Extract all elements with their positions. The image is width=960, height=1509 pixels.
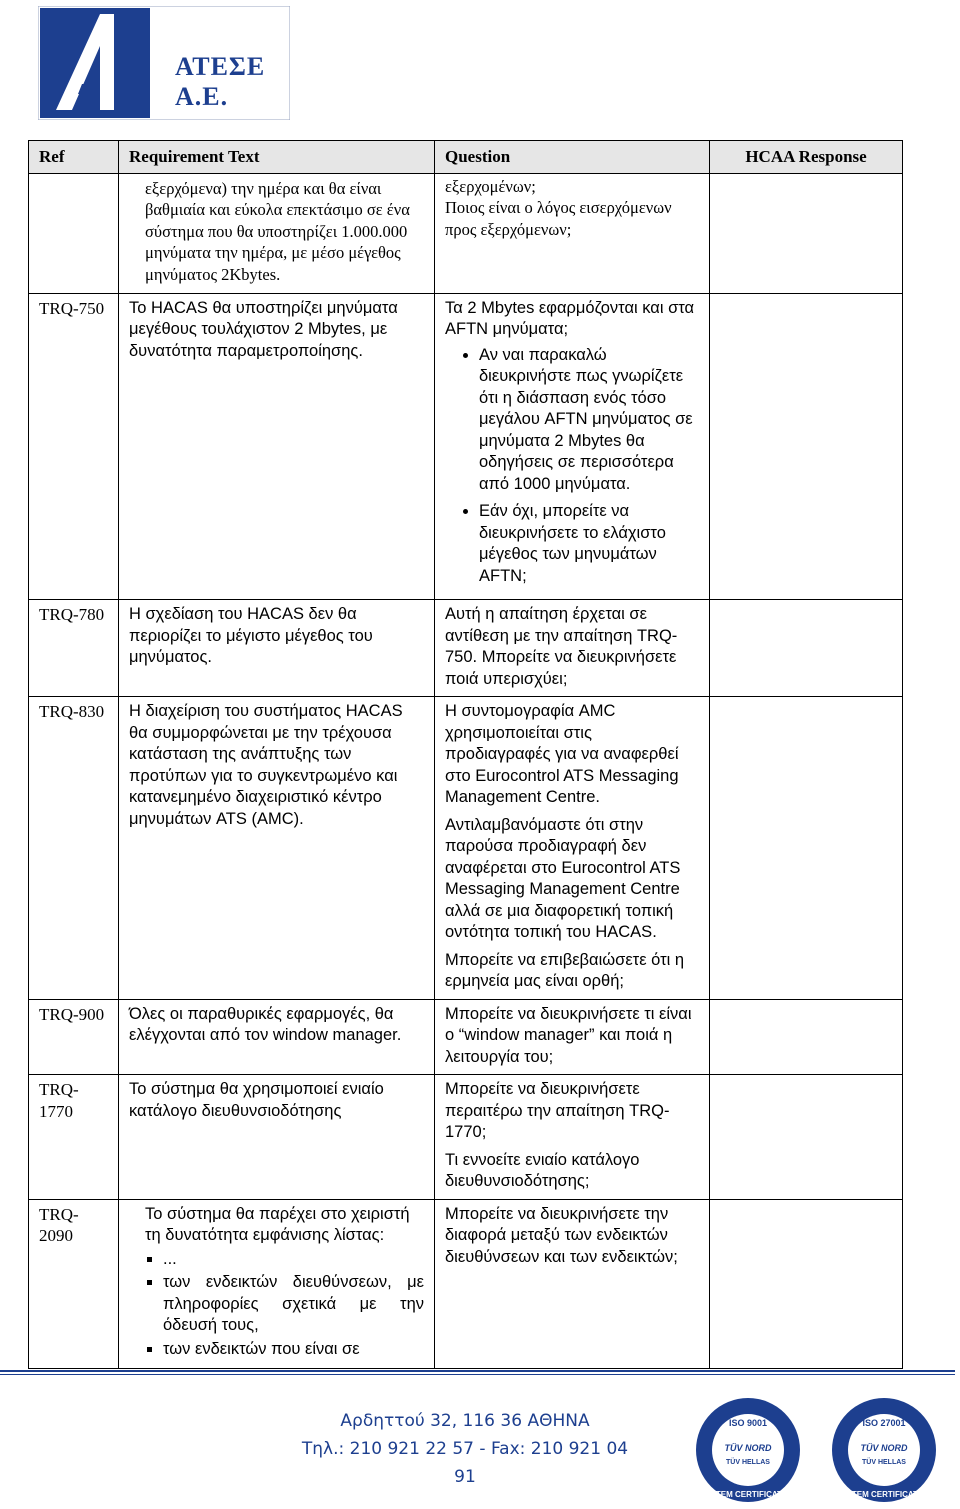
question-text: Η συντομογραφία AMC χρησιμοποιείται στις προδιαγραφές για να αναφερθεί στο Eurocontrol ATS Messaging Management Centre.	[445, 702, 679, 806]
requirement-text: Όλες οι παραθυρικές εφαρμογές, θα ελέγχονται από τον window manager.	[129, 1004, 402, 1044]
table-row	[29, 173, 903, 293]
footer-address: Αρδηττού 32, 116 36 ΑΘΗΝΑ	[340, 1411, 590, 1431]
requirement-text: Το σύστημα θα παρέχει στο χειριστή τη δυνατότητα εμφάνισης λίστας:	[145, 1204, 410, 1244]
cert-ring-label: SYSTEM CERTIFICATION	[835, 1490, 933, 1499]
response-cell	[710, 173, 903, 293]
requirement-cell	[119, 697, 435, 1000]
requirement-cell	[119, 1199, 435, 1369]
col-question: Question	[435, 141, 710, 174]
footer-phone: Τηλ.: 210 921 22 57 - Fax: 210 921 04 91	[301, 1439, 629, 1487]
cert-iso-label: ISO 9001	[728, 1418, 768, 1428]
company-name: ΑΤΕΣΕ Α.Ε.	[175, 52, 266, 111]
requirement-cell	[119, 173, 435, 293]
certification-seal-icon	[694, 1396, 802, 1504]
question-cell	[435, 1075, 710, 1200]
requirement-text: Η διαχείριση του συστήματος HACAS θα συμμορφώνεται με την τρέχουσα κατάσταση της ανάπτυξης των προτύπων για το συγκεντρωμένο και κατανεμημένο διαχειριστικό κέντρο μηνυμάτων ATS (AMC).	[129, 702, 403, 828]
col-response: HCAA Response	[710, 141, 903, 174]
table-row	[29, 293, 903, 600]
requirement-cell	[119, 600, 435, 697]
cert-iso-label: ISO 27001	[862, 1418, 906, 1428]
question-text: Μπορείτε να διευκρινήσετε την διαφορά μεταξύ των ενδεικτών διευθύνσεων και των ενδεικτών;	[445, 1204, 678, 1266]
response-cell	[710, 1075, 903, 1200]
ref-cell: TRQ-830	[29, 697, 119, 1000]
table-row	[29, 600, 903, 697]
requirement-text: Το σύστημα θα χρησιμοποιεί ενιαίο κατάλογο διευθυνσιοδότησης	[129, 1080, 384, 1120]
question-bullets	[445, 345, 699, 588]
footer-address-block	[300, 1407, 630, 1491]
question-cell	[435, 999, 710, 1075]
cert-ring-label: SYSTEM CERTIFICATION	[699, 1490, 797, 1499]
iso-9001-certification-badge	[694, 1396, 802, 1504]
response-cell	[710, 697, 903, 1000]
requirement-cell	[119, 999, 435, 1075]
question-text: Αντιλαμβανόμαστε ότι στην παρούσα προδιαγραφή δεν αναφέρεται στο Eurocontrol ATS Messaging Management Centre αλλά σε μια διαφορετική τοπική οντότητα τοπική του HACAS.	[445, 815, 681, 941]
question-text: Μπορείτε να επιβεβαιώσετε ότι η ερμηνεία μας είναι ορθή;	[445, 950, 685, 990]
col-requirement: Requirement Text	[119, 141, 435, 174]
table-row	[29, 999, 903, 1075]
question-text: Ποιος είναι ο λόγος εισερχόμενων προς εξερχόμενων;	[445, 198, 672, 239]
question-cell	[435, 600, 710, 697]
requirements-table	[28, 140, 903, 1369]
response-cell	[710, 293, 903, 600]
question-cell	[435, 1199, 710, 1369]
question-text: Μπορείτε να διευκρινήσετε τι είναι ο “window manager” και ποιά η λειτουργία του;	[445, 1004, 692, 1066]
requirement-bullets	[129, 1249, 424, 1361]
footer-divider	[0, 1370, 955, 1372]
cert-hellas-label: TÜV HELLAS	[726, 1459, 770, 1466]
table-row	[29, 1199, 903, 1369]
certification-seal-icon	[830, 1396, 938, 1504]
requirement-cell	[119, 1075, 435, 1200]
requirement-text: Η σχεδίαση του HACAS δεν θα περιορίζει το μέγιστο μέγεθος του μηνύματος.	[129, 605, 373, 666]
ref-cell: TRQ-750	[29, 293, 119, 600]
list-item: • Εάν όχι, μπορείτε να διευκρινήσετε το ελάχιστο μέγεθος των μηνυμάτων AFTN;	[479, 501, 699, 587]
list-item: ▪ ...	[163, 1249, 424, 1271]
question-text: Αυτή η απαίτηση έρχεται σε αντίθεση με την απαίτηση TRQ-750. Μπορείτε να διευκρινήσετε ποιά υπερισχύει;	[445, 605, 678, 688]
requirement-text: εξερχόμενα) την ημέρα και θα είναι βαθμιαία και εύκολα επεκτάσιμο σε ένα σύστημα που θα υποστηρίζει 1.000.000 μηνύματα την ημέρα, με μέσο μέγεθος μηνύματος 2Kbytes.	[145, 178, 410, 284]
ref-cell: TRQ-780	[29, 600, 119, 697]
ref-cell: TRQ-1770	[29, 1075, 119, 1200]
cert-hellas-label: TÜV HELLAS	[862, 1459, 906, 1466]
ref-cell: TRQ-900	[29, 999, 119, 1075]
table-header-row	[29, 141, 903, 174]
col-ref: Ref	[29, 141, 119, 174]
question-text: Τα 2 Mbytes εφαρμόζονται και στα AFTN μηνύματα;	[445, 298, 695, 338]
footer-divider	[0, 1374, 955, 1375]
ref-cell	[29, 173, 119, 293]
cert-nord-label: TÜV NORD	[860, 1443, 908, 1453]
question-text: Τι εννοείτε ενιαίο κατάλογο διευθυνσιοδότησης;	[445, 1150, 640, 1190]
requirement-cell	[119, 293, 435, 600]
question-cell	[435, 173, 710, 293]
table-row	[29, 1075, 903, 1200]
iso-27001-certification-badge	[830, 1396, 938, 1504]
question-text: εξερχομένων;	[445, 176, 536, 196]
response-cell	[710, 600, 903, 697]
company-logo	[38, 6, 290, 120]
list-item: ▪ των ενδεικτών που είναι σε	[163, 1339, 424, 1361]
table-row	[29, 697, 903, 1000]
list-item: ▪ των ενδεικτών διευθύνσεων, με πληροφορίες σχετικά με την όδευσή τους,	[163, 1272, 424, 1337]
requirement-text: Το HACAS θα υποστηρίζει μηνύματα μεγέθους τουλάχιστον 2 Mbytes, με δυνατότητα παραμετροποίησης.	[129, 298, 398, 360]
cert-nord-label: TÜV NORD	[724, 1443, 772, 1453]
ref-cell: TRQ-2090	[29, 1199, 119, 1369]
response-cell	[710, 999, 903, 1075]
question-cell	[435, 293, 710, 600]
response-cell	[710, 1199, 903, 1369]
list-item: • Αν ναι παρακαλώ διευκρινήστε πως γνωρίζετε ότι η διάσπαση ενός τόσο μεγάλου AFTN μηνύματος σε μηνύματα 2 Mbytes θα οδηγήσεις σε περισσότερα από 1000 μηνύματα.	[479, 345, 699, 496]
question-text: Μπορείτε να διευκρινήσετε περαιτέρω την απαίτηση TRQ-1770;	[445, 1080, 670, 1141]
question-cell	[435, 697, 710, 1000]
